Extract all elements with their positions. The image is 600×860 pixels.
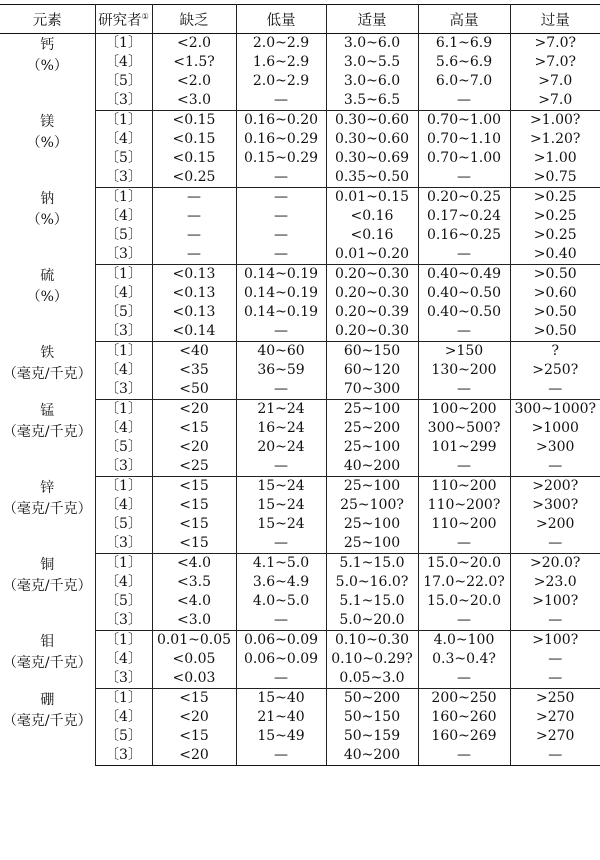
- researcher-cell: 〔3〕: [95, 245, 152, 265]
- low-cell: 20~24: [236, 438, 326, 457]
- high-cell: 160~260: [418, 708, 510, 727]
- researcher-cell: 〔4〕: [95, 573, 152, 592]
- adequate-cell: 0.20~0.30: [326, 284, 418, 303]
- high-cell: 0.20~0.25: [418, 188, 510, 208]
- adequate-cell: 25~200: [326, 419, 418, 438]
- table-row: [0, 631, 600, 651]
- deficient-cell: <0.15: [152, 111, 236, 131]
- excess-cell: >20.0?: [510, 554, 600, 574]
- adequate-cell: 3.0~6.0: [326, 72, 418, 91]
- high-cell: 0.40~0.49: [418, 265, 510, 285]
- element-cell: [0, 400, 95, 477]
- adequate-cell: 50~159: [326, 727, 418, 746]
- adequate-cell: 25~100: [326, 534, 418, 554]
- low-cell: 40~60: [236, 342, 326, 362]
- low-cell: 21~24: [236, 400, 326, 420]
- low-cell: —: [236, 380, 326, 400]
- low-cell: 21~40: [236, 708, 326, 727]
- element-unit: （毫克/千克）: [2, 423, 92, 440]
- low-cell: 15~24: [236, 477, 326, 497]
- deficient-cell: <4.0: [152, 554, 236, 574]
- deficient-cell: <4.0: [152, 592, 236, 611]
- high-cell: —: [418, 245, 510, 265]
- excess-cell: >0.25: [510, 226, 600, 245]
- low-cell: 1.6~2.9: [236, 53, 326, 72]
- element-name: 钠: [40, 190, 55, 207]
- deficient-cell: —: [152, 226, 236, 245]
- table-row: [0, 265, 600, 285]
- deficient-cell: <35: [152, 361, 236, 380]
- element-cell: [0, 631, 95, 689]
- high-cell: 0.17~0.24: [418, 207, 510, 226]
- adequate-cell: 60~120: [326, 361, 418, 380]
- deficient-cell: <40: [152, 342, 236, 362]
- adequate-cell: 40~200: [326, 457, 418, 477]
- adequate-cell: 0.05~3.0: [326, 669, 418, 689]
- element-name: 铁: [40, 344, 55, 361]
- adequate-cell: 3.0~6.0: [326, 34, 418, 54]
- deficient-cell: <0.13: [152, 284, 236, 303]
- low-cell: —: [236, 746, 326, 766]
- element-unit: （%）: [26, 134, 68, 151]
- element-name: 钼: [40, 633, 55, 650]
- adequate-cell: 0.10~0.29?: [326, 650, 418, 669]
- researcher-cell: 〔1〕: [95, 34, 152, 54]
- deficient-cell: <3.0: [152, 91, 236, 111]
- deficient-cell: <0.13: [152, 303, 236, 322]
- low-cell: 3.6~4.9: [236, 573, 326, 592]
- header-element: 元素: [0, 5, 95, 34]
- deficient-cell: <20: [152, 746, 236, 766]
- adequate-cell: 25~100: [326, 400, 418, 420]
- element-cell: [0, 34, 95, 111]
- high-cell: 0.3~0.4?: [418, 650, 510, 669]
- researcher-cell: 〔4〕: [95, 708, 152, 727]
- table-row: [0, 34, 600, 54]
- low-cell: 15~40: [236, 689, 326, 709]
- high-cell: 130~200: [418, 361, 510, 380]
- high-cell: 0.16~0.25: [418, 226, 510, 245]
- researcher-cell: 〔5〕: [95, 515, 152, 534]
- excess-cell: >270: [510, 708, 600, 727]
- excess-cell: >0.25: [510, 207, 600, 226]
- researcher-cell: 〔4〕: [95, 53, 152, 72]
- low-cell: 36~59: [236, 361, 326, 380]
- deficient-cell: <0.15: [152, 130, 236, 149]
- high-cell: 0.70~1.10: [418, 130, 510, 149]
- table-row: [0, 554, 600, 574]
- table-row: [0, 188, 600, 208]
- deficient-cell: <0.15: [152, 149, 236, 168]
- deficient-cell: <2.0: [152, 72, 236, 91]
- excess-cell: —: [510, 650, 600, 669]
- low-cell: —: [236, 322, 326, 342]
- researcher-cell: 〔1〕: [95, 554, 152, 574]
- high-cell: 17.0~22.0?: [418, 573, 510, 592]
- low-cell: 16~24: [236, 419, 326, 438]
- excess-cell: >200: [510, 515, 600, 534]
- deficient-cell: <15: [152, 419, 236, 438]
- adequate-cell: 60~150: [326, 342, 418, 362]
- low-cell: 0.15~0.29: [236, 149, 326, 168]
- adequate-cell: 0.20~0.30: [326, 322, 418, 342]
- header-deficient: 缺乏: [152, 5, 236, 34]
- adequate-cell: 0.20~0.39: [326, 303, 418, 322]
- excess-cell: >0.40: [510, 245, 600, 265]
- researcher-cell: 〔1〕: [95, 400, 152, 420]
- low-cell: —: [236, 669, 326, 689]
- adequate-cell: 0.20~0.30: [326, 265, 418, 285]
- excess-cell: >100?: [510, 631, 600, 651]
- high-cell: 0.70~1.00: [418, 111, 510, 131]
- low-cell: —: [236, 457, 326, 477]
- excess-cell: >7.0: [510, 91, 600, 111]
- element-cell: [0, 689, 95, 766]
- adequate-cell: 0.30~0.60: [326, 111, 418, 131]
- high-cell: —: [418, 534, 510, 554]
- excess-cell: 300~1000?: [510, 400, 600, 420]
- high-cell: 110~200: [418, 477, 510, 497]
- high-cell: —: [418, 168, 510, 188]
- element-cell: [0, 111, 95, 188]
- excess-cell: ?: [510, 342, 600, 362]
- high-cell: —: [418, 746, 510, 766]
- excess-cell: >200?: [510, 477, 600, 497]
- low-cell: —: [236, 91, 326, 111]
- low-cell: 15~49: [236, 727, 326, 746]
- adequate-cell: 50~150: [326, 708, 418, 727]
- element-cell: [0, 188, 95, 265]
- researcher-cell: 〔4〕: [95, 419, 152, 438]
- deficient-cell: <20: [152, 400, 236, 420]
- high-cell: 6.1~6.9: [418, 34, 510, 54]
- researcher-cell: 〔5〕: [95, 303, 152, 322]
- adequate-cell: 5.0~20.0: [326, 611, 418, 631]
- deficient-cell: <1.5?: [152, 53, 236, 72]
- deficient-cell: <3.0: [152, 611, 236, 631]
- excess-cell: >0.50: [510, 322, 600, 342]
- high-cell: 160~269: [418, 727, 510, 746]
- adequate-cell: 5.0~16.0?: [326, 573, 418, 592]
- deficient-cell: <15: [152, 689, 236, 709]
- element-name: 锰: [40, 402, 55, 419]
- deficient-cell: <15: [152, 515, 236, 534]
- high-cell: 110~200: [418, 515, 510, 534]
- element-cell: [0, 265, 95, 342]
- researcher-cell: 〔3〕: [95, 746, 152, 766]
- adequate-cell: 3.5~6.5: [326, 91, 418, 111]
- element-unit: （毫克/千克）: [2, 577, 92, 594]
- excess-cell: >250?: [510, 361, 600, 380]
- adequate-cell: 3.0~5.5: [326, 53, 418, 72]
- element-name: 镁: [40, 113, 55, 130]
- researcher-cell: 〔3〕: [95, 534, 152, 554]
- table-row: [0, 477, 600, 497]
- deficient-cell: <2.0: [152, 34, 236, 54]
- element-name: 铜: [40, 556, 55, 573]
- excess-cell: >1.20?: [510, 130, 600, 149]
- high-cell: 5.6~6.9: [418, 53, 510, 72]
- low-cell: 2.0~2.9: [236, 72, 326, 91]
- excess-cell: >7.0?: [510, 53, 600, 72]
- low-cell: —: [236, 534, 326, 554]
- researcher-cell: 〔4〕: [95, 496, 152, 515]
- excess-cell: —: [510, 611, 600, 631]
- element-unit: （%）: [26, 288, 68, 305]
- excess-cell: >100?: [510, 592, 600, 611]
- excess-cell: —: [510, 380, 600, 400]
- researcher-cell: 〔1〕: [95, 188, 152, 208]
- element-unit: （%）: [26, 58, 68, 74]
- researcher-cell: 〔5〕: [95, 592, 152, 611]
- researcher-cell: 〔3〕: [95, 457, 152, 477]
- element-unit: （%）: [26, 211, 68, 228]
- high-cell: 110~200?: [418, 496, 510, 515]
- adequate-cell: <0.16: [326, 226, 418, 245]
- header-row: [0, 5, 600, 34]
- deficient-cell: —: [152, 188, 236, 208]
- researcher-cell: 〔4〕: [95, 361, 152, 380]
- low-cell: 0.14~0.19: [236, 284, 326, 303]
- high-cell: 101~299: [418, 438, 510, 457]
- excess-cell: >0.25: [510, 188, 600, 208]
- deficient-cell: <0.14: [152, 322, 236, 342]
- adequate-cell: 0.30~0.69: [326, 149, 418, 168]
- researcher-cell: 〔1〕: [95, 342, 152, 362]
- low-cell: —: [236, 188, 326, 208]
- researcher-cell: 〔5〕: [95, 226, 152, 245]
- excess-cell: >0.50: [510, 265, 600, 285]
- researcher-cell: 〔4〕: [95, 284, 152, 303]
- researcher-cell: 〔5〕: [95, 438, 152, 457]
- researcher-cell: 〔3〕: [95, 322, 152, 342]
- researcher-cell: 〔1〕: [95, 111, 152, 131]
- adequate-cell: 25~100: [326, 438, 418, 457]
- low-cell: 0.06~0.09: [236, 631, 326, 651]
- table-row: [0, 111, 600, 131]
- low-cell: 2.0~2.9: [236, 34, 326, 54]
- adequate-cell: 0.35~0.50: [326, 168, 418, 188]
- deficient-cell: <20: [152, 708, 236, 727]
- excess-cell: >1000: [510, 419, 600, 438]
- header-footnote-mark: ①: [141, 11, 149, 21]
- element-name: 硼: [40, 691, 55, 708]
- adequate-cell: 0.01~0.15: [326, 188, 418, 208]
- adequate-cell: 40~200: [326, 746, 418, 766]
- deficient-cell: <3.5: [152, 573, 236, 592]
- researcher-cell: 〔3〕: [95, 168, 152, 188]
- element-unit: （毫克/千克）: [2, 365, 92, 382]
- high-cell: 0.40~0.50: [418, 284, 510, 303]
- low-cell: 0.16~0.29: [236, 130, 326, 149]
- header-researcher-label: 研究者: [98, 12, 142, 29]
- adequate-cell: 50~200: [326, 689, 418, 709]
- deficient-cell: —: [152, 207, 236, 226]
- adequate-cell: <0.16: [326, 207, 418, 226]
- excess-cell: >7.0?: [510, 34, 600, 54]
- header-researcher: [95, 5, 152, 34]
- header-adequate: 适量: [326, 5, 418, 34]
- researcher-cell: 〔3〕: [95, 611, 152, 631]
- high-cell: 300~500?: [418, 419, 510, 438]
- high-cell: 6.0~7.0: [418, 72, 510, 91]
- low-cell: 15~24: [236, 515, 326, 534]
- deficient-cell: <50: [152, 380, 236, 400]
- excess-cell: —: [510, 669, 600, 689]
- deficient-cell: <0.03: [152, 669, 236, 689]
- low-cell: 15~24: [236, 496, 326, 515]
- excess-cell: >0.75: [510, 168, 600, 188]
- low-cell: —: [236, 245, 326, 265]
- element-name: 钙: [40, 37, 55, 53]
- adequate-cell: 5.1~15.0: [326, 554, 418, 574]
- adequate-cell: 25~100: [326, 477, 418, 497]
- excess-cell: >300: [510, 438, 600, 457]
- adequate-cell: 70~300: [326, 380, 418, 400]
- researcher-cell: 〔5〕: [95, 727, 152, 746]
- high-cell: >150: [418, 342, 510, 362]
- excess-cell: >250: [510, 689, 600, 709]
- adequate-cell: 0.10~0.30: [326, 631, 418, 651]
- deficient-cell: <15: [152, 496, 236, 515]
- low-cell: 4.1~5.0: [236, 554, 326, 574]
- excess-cell: >0.60: [510, 284, 600, 303]
- excess-cell: >23.0: [510, 573, 600, 592]
- high-cell: 15.0~20.0: [418, 554, 510, 574]
- deficient-cell: <0.05: [152, 650, 236, 669]
- excess-cell: —: [510, 457, 600, 477]
- element-unit: （毫克/千克）: [2, 654, 92, 671]
- adequate-cell: 0.30~0.60: [326, 130, 418, 149]
- excess-cell: >7.0: [510, 72, 600, 91]
- adequate-cell: 5.1~15.0: [326, 592, 418, 611]
- low-cell: 0.14~0.19: [236, 303, 326, 322]
- low-cell: 0.16~0.20: [236, 111, 326, 131]
- high-cell: 4.0~100: [418, 631, 510, 651]
- high-cell: 0.40~0.50: [418, 303, 510, 322]
- deficient-cell: —: [152, 245, 236, 265]
- deficient-cell: <15: [152, 727, 236, 746]
- high-cell: 0.70~1.00: [418, 149, 510, 168]
- excess-cell: >1.00?: [510, 111, 600, 131]
- researcher-cell: 〔5〕: [95, 72, 152, 91]
- low-cell: 0.14~0.19: [236, 265, 326, 285]
- table-body: [0, 34, 600, 766]
- low-cell: 4.0~5.0: [236, 592, 326, 611]
- adequate-cell: 25~100?: [326, 496, 418, 515]
- high-cell: —: [418, 611, 510, 631]
- element-cell: [0, 477, 95, 554]
- researcher-cell: 〔1〕: [95, 265, 152, 285]
- low-cell: —: [236, 611, 326, 631]
- deficient-cell: <15: [152, 477, 236, 497]
- table-row: [0, 400, 600, 420]
- researcher-cell: 〔1〕: [95, 631, 152, 651]
- element-cell: [0, 342, 95, 400]
- header-low: 低量: [236, 5, 326, 34]
- deficient-cell: <0.25: [152, 168, 236, 188]
- high-cell: —: [418, 669, 510, 689]
- deficient-cell: <20: [152, 438, 236, 457]
- researcher-cell: 〔1〕: [95, 477, 152, 497]
- excess-cell: >270: [510, 727, 600, 746]
- nutrient-level-table: [0, 4, 600, 766]
- low-cell: —: [236, 168, 326, 188]
- high-cell: 200~250: [418, 689, 510, 709]
- high-cell: 15.0~20.0: [418, 592, 510, 611]
- high-cell: —: [418, 322, 510, 342]
- excess-cell: >0.50: [510, 303, 600, 322]
- researcher-cell: 〔3〕: [95, 91, 152, 111]
- researcher-cell: 〔1〕: [95, 689, 152, 709]
- excess-cell: >1.00: [510, 149, 600, 168]
- adequate-cell: 0.01~0.20: [326, 245, 418, 265]
- high-cell: —: [418, 91, 510, 111]
- researcher-cell: 〔4〕: [95, 650, 152, 669]
- researcher-cell: 〔5〕: [95, 149, 152, 168]
- deficient-cell: <25: [152, 457, 236, 477]
- researcher-cell: 〔3〕: [95, 380, 152, 400]
- researcher-cell: 〔3〕: [95, 669, 152, 689]
- header-excess: 过量: [510, 5, 600, 34]
- researcher-cell: 〔4〕: [95, 207, 152, 226]
- excess-cell: >300?: [510, 496, 600, 515]
- low-cell: —: [236, 207, 326, 226]
- header-high: 高量: [418, 5, 510, 34]
- element-name: 硫: [40, 267, 55, 284]
- element-unit: （毫克/千克）: [2, 712, 92, 729]
- element-unit: （毫克/千克）: [2, 500, 92, 517]
- high-cell: —: [418, 380, 510, 400]
- element-cell: [0, 554, 95, 631]
- table-row: [0, 689, 600, 709]
- high-cell: 100~200: [418, 400, 510, 420]
- element-name: 锌: [40, 479, 55, 496]
- high-cell: —: [418, 457, 510, 477]
- excess-cell: —: [510, 534, 600, 554]
- deficient-cell: <15: [152, 534, 236, 554]
- deficient-cell: 0.01~0.05: [152, 631, 236, 651]
- low-cell: 0.06~0.09: [236, 650, 326, 669]
- adequate-cell: 25~100: [326, 515, 418, 534]
- researcher-cell: 〔4〕: [95, 130, 152, 149]
- excess-cell: —: [510, 746, 600, 766]
- low-cell: —: [236, 226, 326, 245]
- table-row: [0, 342, 600, 362]
- deficient-cell: <0.13: [152, 265, 236, 285]
